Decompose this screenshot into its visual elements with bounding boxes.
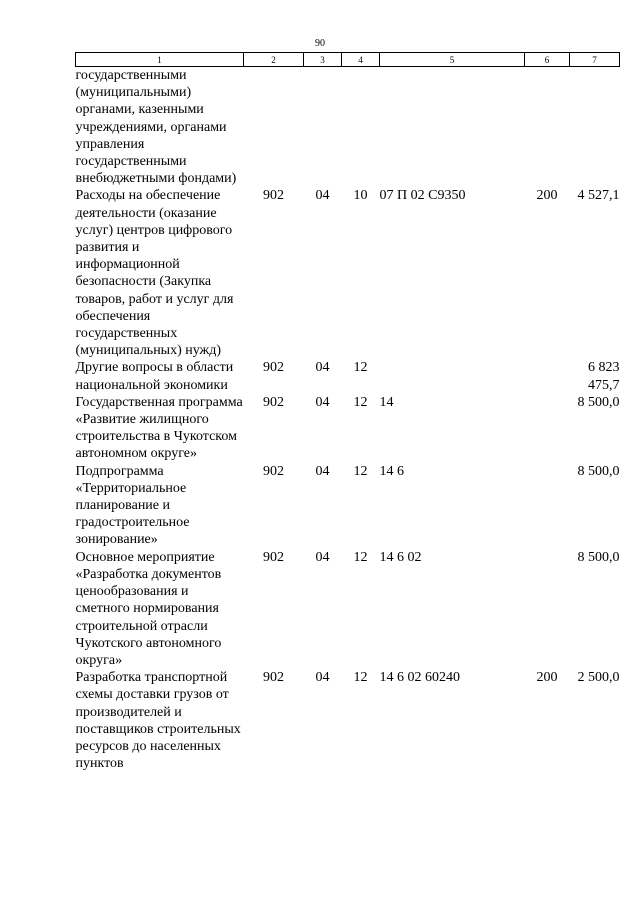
row-col7: 8 500,0	[577, 549, 620, 565]
table-row	[76, 394, 620, 463]
table-row	[76, 549, 620, 669]
row-col6	[525, 549, 570, 669]
row-col2: 902	[263, 188, 284, 204]
row-name: государственными (муниципальными) органами, казенными учреждениями, органами управления государственными внебюджетными фондами)	[75, 68, 237, 187]
budget-table	[75, 52, 620, 772]
row-col5	[380, 67, 525, 188]
table-row	[76, 669, 620, 772]
row-name: Государственная программа «Развитие жилищного строительства в Чукотском автономном округе»	[75, 394, 243, 462]
row-col2: 902	[263, 670, 284, 686]
row-col5	[380, 359, 525, 393]
header-cell-2: 2	[244, 53, 304, 67]
row-col5: 14 6 02	[379, 549, 422, 565]
row-col3: 04	[315, 670, 330, 686]
row-col6	[525, 463, 570, 549]
row-col7: 6 823 475,7	[588, 360, 620, 393]
header-cell-5: 5	[380, 53, 525, 67]
table-row	[76, 187, 620, 359]
row-name: Основное мероприятие «Разработка документов ценообразования и сметного нормирования строительной отрасли Чукотского автономного округа»	[75, 549, 222, 668]
row-col4: 12	[353, 360, 368, 376]
row-col4: 12	[353, 394, 368, 410]
row-col5: 07 П 02 С9350	[379, 188, 466, 204]
row-name: Другие вопросы в области национальной экономики	[75, 360, 234, 393]
row-name: Расходы на обеспечение деятельности (оказание услуг) центров цифрового развития и информационной безопасности (Закупка товаров, работ и услуг для обеспечения государственных (муниципальных) нужд)	[75, 188, 234, 359]
table-row	[76, 67, 620, 188]
row-col4: 12	[353, 670, 368, 686]
row-col2: 902	[263, 394, 284, 410]
row-col2: 902	[263, 360, 284, 376]
page-number: 90	[315, 38, 325, 49]
row-col2: 902	[263, 463, 284, 479]
row-col3: 04	[315, 394, 330, 410]
row-col4: 12	[353, 549, 368, 565]
row-col3: 04	[315, 188, 330, 204]
row-col7: 8 500,0	[577, 394, 620, 410]
table-row	[76, 463, 620, 549]
row-col4	[342, 67, 380, 188]
row-col3: 04	[315, 463, 330, 479]
row-col3: 04	[315, 549, 330, 565]
row-col6: 200	[536, 188, 558, 204]
table-row	[76, 359, 620, 393]
row-col5: 14	[379, 394, 394, 410]
row-name: Подпрограмма «Территориальное планирование и градостроительное зонирование»	[75, 463, 190, 548]
header-cell-4: 4	[342, 53, 380, 67]
row-col2: 902	[263, 549, 284, 565]
row-name: Разработка транспортной схемы доставки грузов от производителей и поставщиков строительных ресурсов до населенных пунктов	[75, 670, 241, 772]
row-col6: 200	[536, 670, 558, 686]
row-col5: 14 6	[379, 463, 404, 479]
row-col3	[304, 67, 342, 188]
row-col7: 4 527,1	[577, 188, 620, 204]
header-row	[76, 53, 620, 67]
row-col7: 8 500,0	[577, 463, 620, 479]
row-col3: 04	[315, 360, 330, 376]
row-col6	[525, 67, 570, 188]
header-cell-7: 7	[570, 53, 620, 67]
row-col4: 12	[353, 463, 368, 479]
row-col5: 14 6 02 60240	[379, 670, 460, 686]
row-col7	[570, 67, 620, 188]
row-col6	[525, 359, 570, 393]
row-col6	[525, 394, 570, 463]
row-col2	[244, 67, 304, 188]
row-col7: 2 500,0	[577, 670, 620, 686]
header-cell-6: 6	[525, 53, 570, 67]
header-cell-1: 1	[76, 53, 244, 67]
header-cell-3: 3	[304, 53, 342, 67]
row-col4: 10	[353, 188, 368, 204]
